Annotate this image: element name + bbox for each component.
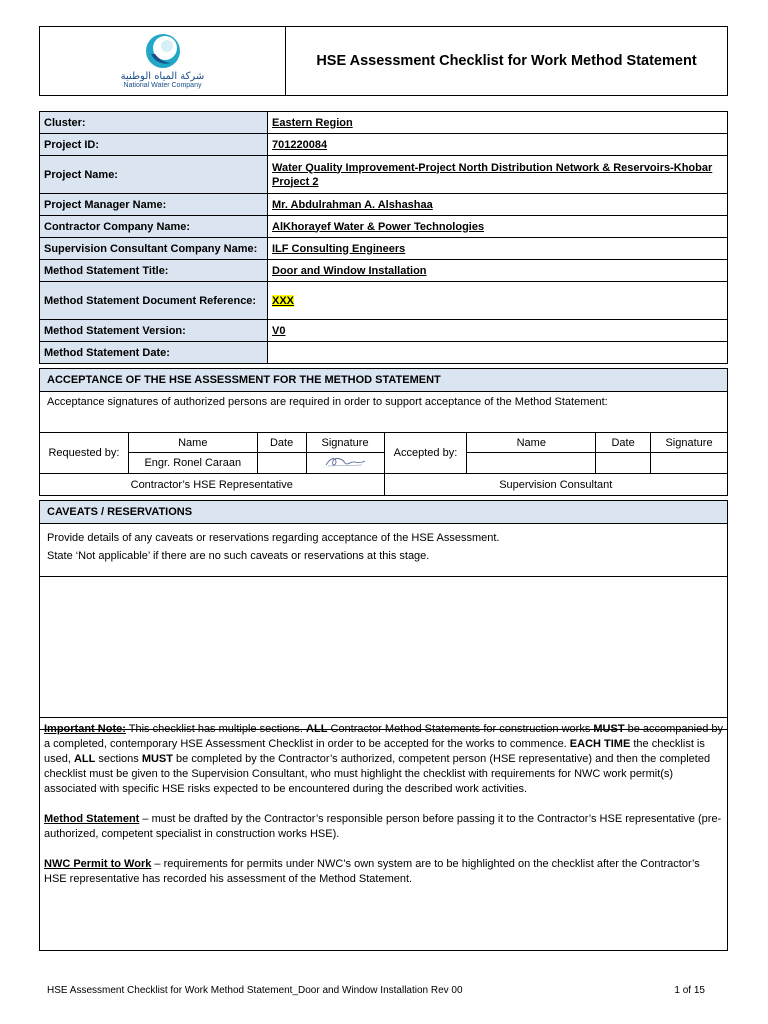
info-value: Door and Window Installation bbox=[268, 260, 728, 282]
note-text: – must be drafted by the Contractor’s responsible person before passing it to the Contractor’s HSE representative (pre-authorized, competent specialist in construction works HSE). bbox=[44, 813, 722, 840]
acceptor-signature bbox=[651, 453, 728, 474]
note-text: be completed by the Contractor’s authorized, competent person (HSE representative) and then the completed checklist must be given to the Supervision Consultant, who must highlight the checklist with requirements for NWC work permit(s) associated with specific HSE risks expected to be encountered during the described work activities. bbox=[44, 753, 711, 795]
info-row bbox=[40, 342, 728, 364]
info-value: Mr. Abdulrahman A. Alshashaa bbox=[268, 194, 728, 216]
column-header-date: Date bbox=[257, 433, 306, 453]
info-row bbox=[40, 194, 728, 216]
project-info-table bbox=[39, 111, 728, 364]
note-text: – requirements for permits under NWC’s own system are to be highlighted on the checklist after the Contractor’s HSE representative has recorded his assessment of the Method Statement. bbox=[44, 858, 700, 885]
footer-document-name: HSE Assessment Checklist for Work Method Statement_Door and Window Installation Rev 00 bbox=[47, 985, 463, 996]
note-emphasis: ALL bbox=[73, 753, 96, 765]
document-header bbox=[39, 26, 728, 96]
document-reference-highlight: XXX bbox=[272, 294, 295, 307]
footer-page-number: 1 of 15 bbox=[674, 985, 705, 996]
method-statement-paragraph bbox=[44, 812, 723, 842]
column-header-name: Name bbox=[128, 433, 257, 453]
signature-scribble-icon bbox=[322, 454, 368, 469]
acceptance-instruction: Acceptance signatures of authorized persons are required in order to support acceptance of the Method Statement: bbox=[40, 392, 728, 433]
info-label: Method Statement Title: bbox=[40, 260, 268, 282]
info-row bbox=[40, 134, 728, 156]
note-emphasis: EACH TIME bbox=[569, 738, 631, 750]
note-text: be accompanied by a completed, contemporary HSE Assessment Checklist in order to be accepted for the works to commence. bbox=[44, 723, 724, 750]
important-note-box bbox=[39, 717, 728, 951]
important-note-label: Important Note: bbox=[44, 723, 126, 735]
note-emphasis: MUST bbox=[593, 723, 625, 735]
caveats-line-2: State ‘Not applicable’ if there are no such caveats or reservations at this stage. bbox=[47, 550, 430, 562]
note-text: the checklist is used, bbox=[44, 738, 705, 765]
permit-to-work-paragraph bbox=[44, 857, 723, 887]
info-label: Supervision Consultant Company Name: bbox=[40, 238, 268, 260]
info-value: Water Quality Improvement-Project North Distribution Network & Reservoirs-Khobar Project 2 bbox=[268, 156, 728, 194]
info-label: Project Manager Name: bbox=[40, 194, 268, 216]
info-label: Method Statement Date: bbox=[40, 342, 268, 364]
method-statement-label: Method Statement bbox=[44, 813, 140, 825]
info-row bbox=[40, 282, 728, 320]
logo-english-text: National Water Company bbox=[123, 82, 202, 89]
info-label: Method Statement Version: bbox=[40, 320, 268, 342]
requester-signature bbox=[306, 453, 384, 474]
info-label: Contractor Company Name: bbox=[40, 216, 268, 238]
acceptance-heading: ACCEPTANCE OF THE HSE ASSESSMENT FOR THE METHOD STATEMENT bbox=[40, 369, 728, 392]
requester-date bbox=[257, 453, 306, 474]
info-row bbox=[40, 260, 728, 282]
info-row bbox=[40, 238, 728, 260]
column-header-signature: Signature bbox=[306, 433, 384, 453]
document-title: HSE Assessment Checklist for Work Method Statement bbox=[316, 53, 697, 69]
caveats-entry-area bbox=[40, 577, 728, 730]
logo-cell bbox=[40, 27, 286, 95]
note-emphasis: MUST bbox=[141, 753, 173, 765]
info-row bbox=[40, 320, 728, 342]
note-text: Contractor Method Statements for construction works bbox=[327, 723, 594, 735]
info-value bbox=[268, 342, 728, 364]
info-row bbox=[40, 112, 728, 134]
note-text: sections bbox=[95, 753, 142, 765]
info-label: Method Statement Document Reference: bbox=[40, 282, 268, 320]
info-value bbox=[268, 282, 728, 320]
contractor-role-label: Contractor’s HSE Representative bbox=[40, 474, 385, 496]
info-row bbox=[40, 216, 728, 238]
acceptor-name bbox=[467, 453, 596, 474]
column-header-date: Date bbox=[596, 433, 651, 453]
permit-to-work-label: NWC Permit to Work bbox=[44, 858, 152, 870]
requester-name: Engr. Ronel Caraan bbox=[128, 453, 257, 474]
info-value: AlKhorayef Water & Power Technologies bbox=[268, 216, 728, 238]
caveats-table bbox=[39, 500, 728, 730]
nwc-logo-icon bbox=[143, 32, 183, 70]
caveats-line-1: Provide details of any caveats or reservations regarding acceptance of the HSE Assessment. bbox=[47, 532, 500, 544]
consultant-role-label: Supervision Consultant bbox=[384, 474, 728, 496]
info-label: Project ID: bbox=[40, 134, 268, 156]
info-label: Cluster: bbox=[40, 112, 268, 134]
info-row bbox=[40, 156, 728, 194]
logo-arabic-text: شركة المياه الوطنية bbox=[120, 71, 205, 82]
info-value: Eastern Region bbox=[268, 112, 728, 134]
acceptor-date bbox=[596, 453, 651, 474]
acceptance-table bbox=[39, 368, 728, 496]
info-value: 701220084 bbox=[268, 134, 728, 156]
caveats-heading: CAVEATS / RESERVATIONS bbox=[40, 501, 728, 524]
column-header-signature: Signature bbox=[651, 433, 728, 453]
caveats-instructions bbox=[40, 524, 728, 577]
requested-by-label: Requested by: bbox=[40, 433, 129, 474]
accepted-by-label: Accepted by: bbox=[384, 433, 467, 474]
info-label: Project Name: bbox=[40, 156, 268, 194]
note-text: This checklist has multiple sections. bbox=[125, 723, 307, 735]
info-value: ILF Consulting Engineers bbox=[268, 238, 728, 260]
info-value: V0 bbox=[268, 320, 728, 342]
column-header-name: Name bbox=[467, 433, 596, 453]
note-emphasis: ALL bbox=[306, 723, 328, 735]
important-note-paragraph bbox=[44, 722, 723, 797]
